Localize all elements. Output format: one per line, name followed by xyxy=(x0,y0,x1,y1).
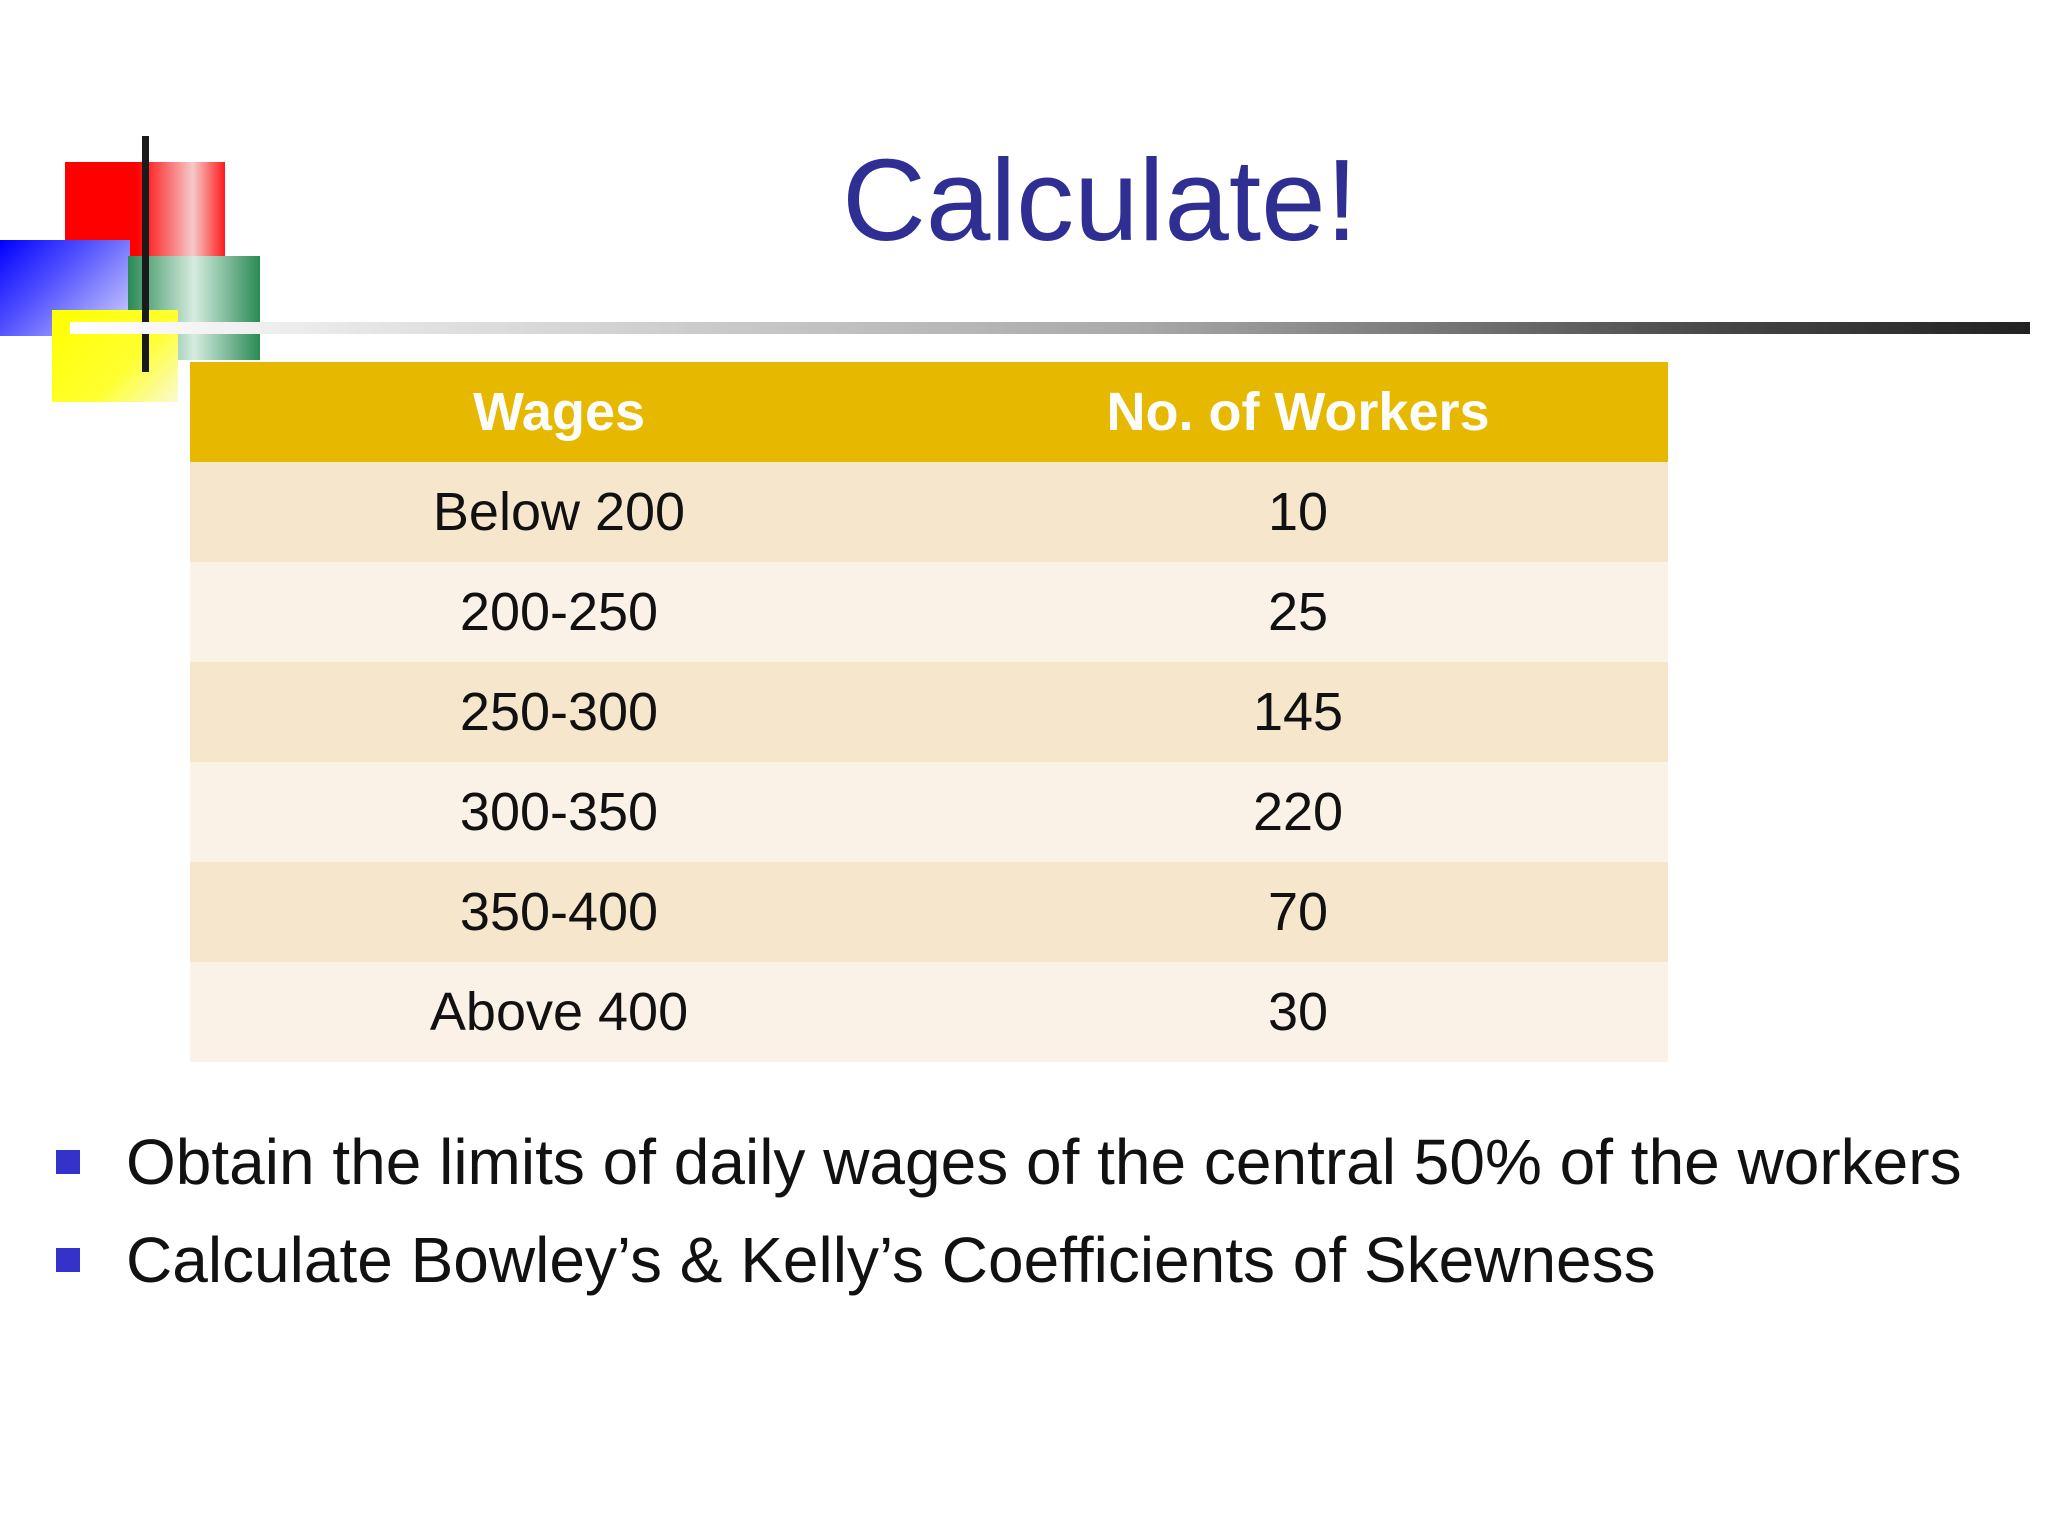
cell-workers: 70 xyxy=(928,862,1668,962)
table-header-row xyxy=(190,362,1668,462)
table-row xyxy=(190,462,1668,562)
bullet-list xyxy=(56,1120,2036,1316)
slide-title: Calculate! xyxy=(842,135,1358,265)
bullet-item xyxy=(56,1120,2036,1204)
table-row xyxy=(190,562,1668,662)
wages-table xyxy=(190,362,1668,1062)
cell-wages: 350-400 xyxy=(190,862,928,962)
title-divider xyxy=(70,322,2030,334)
cell-wages: Above 400 xyxy=(190,962,928,1062)
table-row xyxy=(190,662,1668,762)
header-wages: Wages xyxy=(190,362,928,462)
cell-wages: 300-350 xyxy=(190,762,928,862)
bullet-text: Calculate Bowley’s & Kelly’s Coefficients of Skewness xyxy=(126,1224,1656,1296)
table-row xyxy=(190,762,1668,862)
square-bullet-icon xyxy=(56,1150,80,1174)
cell-workers: 10 xyxy=(928,462,1668,562)
bullet-text: Obtain the limits of daily wages of the central 50% of the workers xyxy=(126,1126,1962,1198)
bullet-item xyxy=(56,1218,2036,1302)
cell-workers: 30 xyxy=(928,962,1668,1062)
cell-workers: 145 xyxy=(928,662,1668,762)
cell-workers: 25 xyxy=(928,562,1668,662)
header-workers: No. of Workers xyxy=(928,362,1668,462)
cell-wages: 250-300 xyxy=(190,662,928,762)
cell-wages: Below 200 xyxy=(190,462,928,562)
table-row xyxy=(190,862,1668,962)
square-bullet-icon xyxy=(56,1248,80,1272)
vertical-line-decoration xyxy=(142,136,149,372)
table-row xyxy=(190,962,1668,1062)
cell-workers: 220 xyxy=(928,762,1668,862)
cell-wages: 200-250 xyxy=(190,562,928,662)
